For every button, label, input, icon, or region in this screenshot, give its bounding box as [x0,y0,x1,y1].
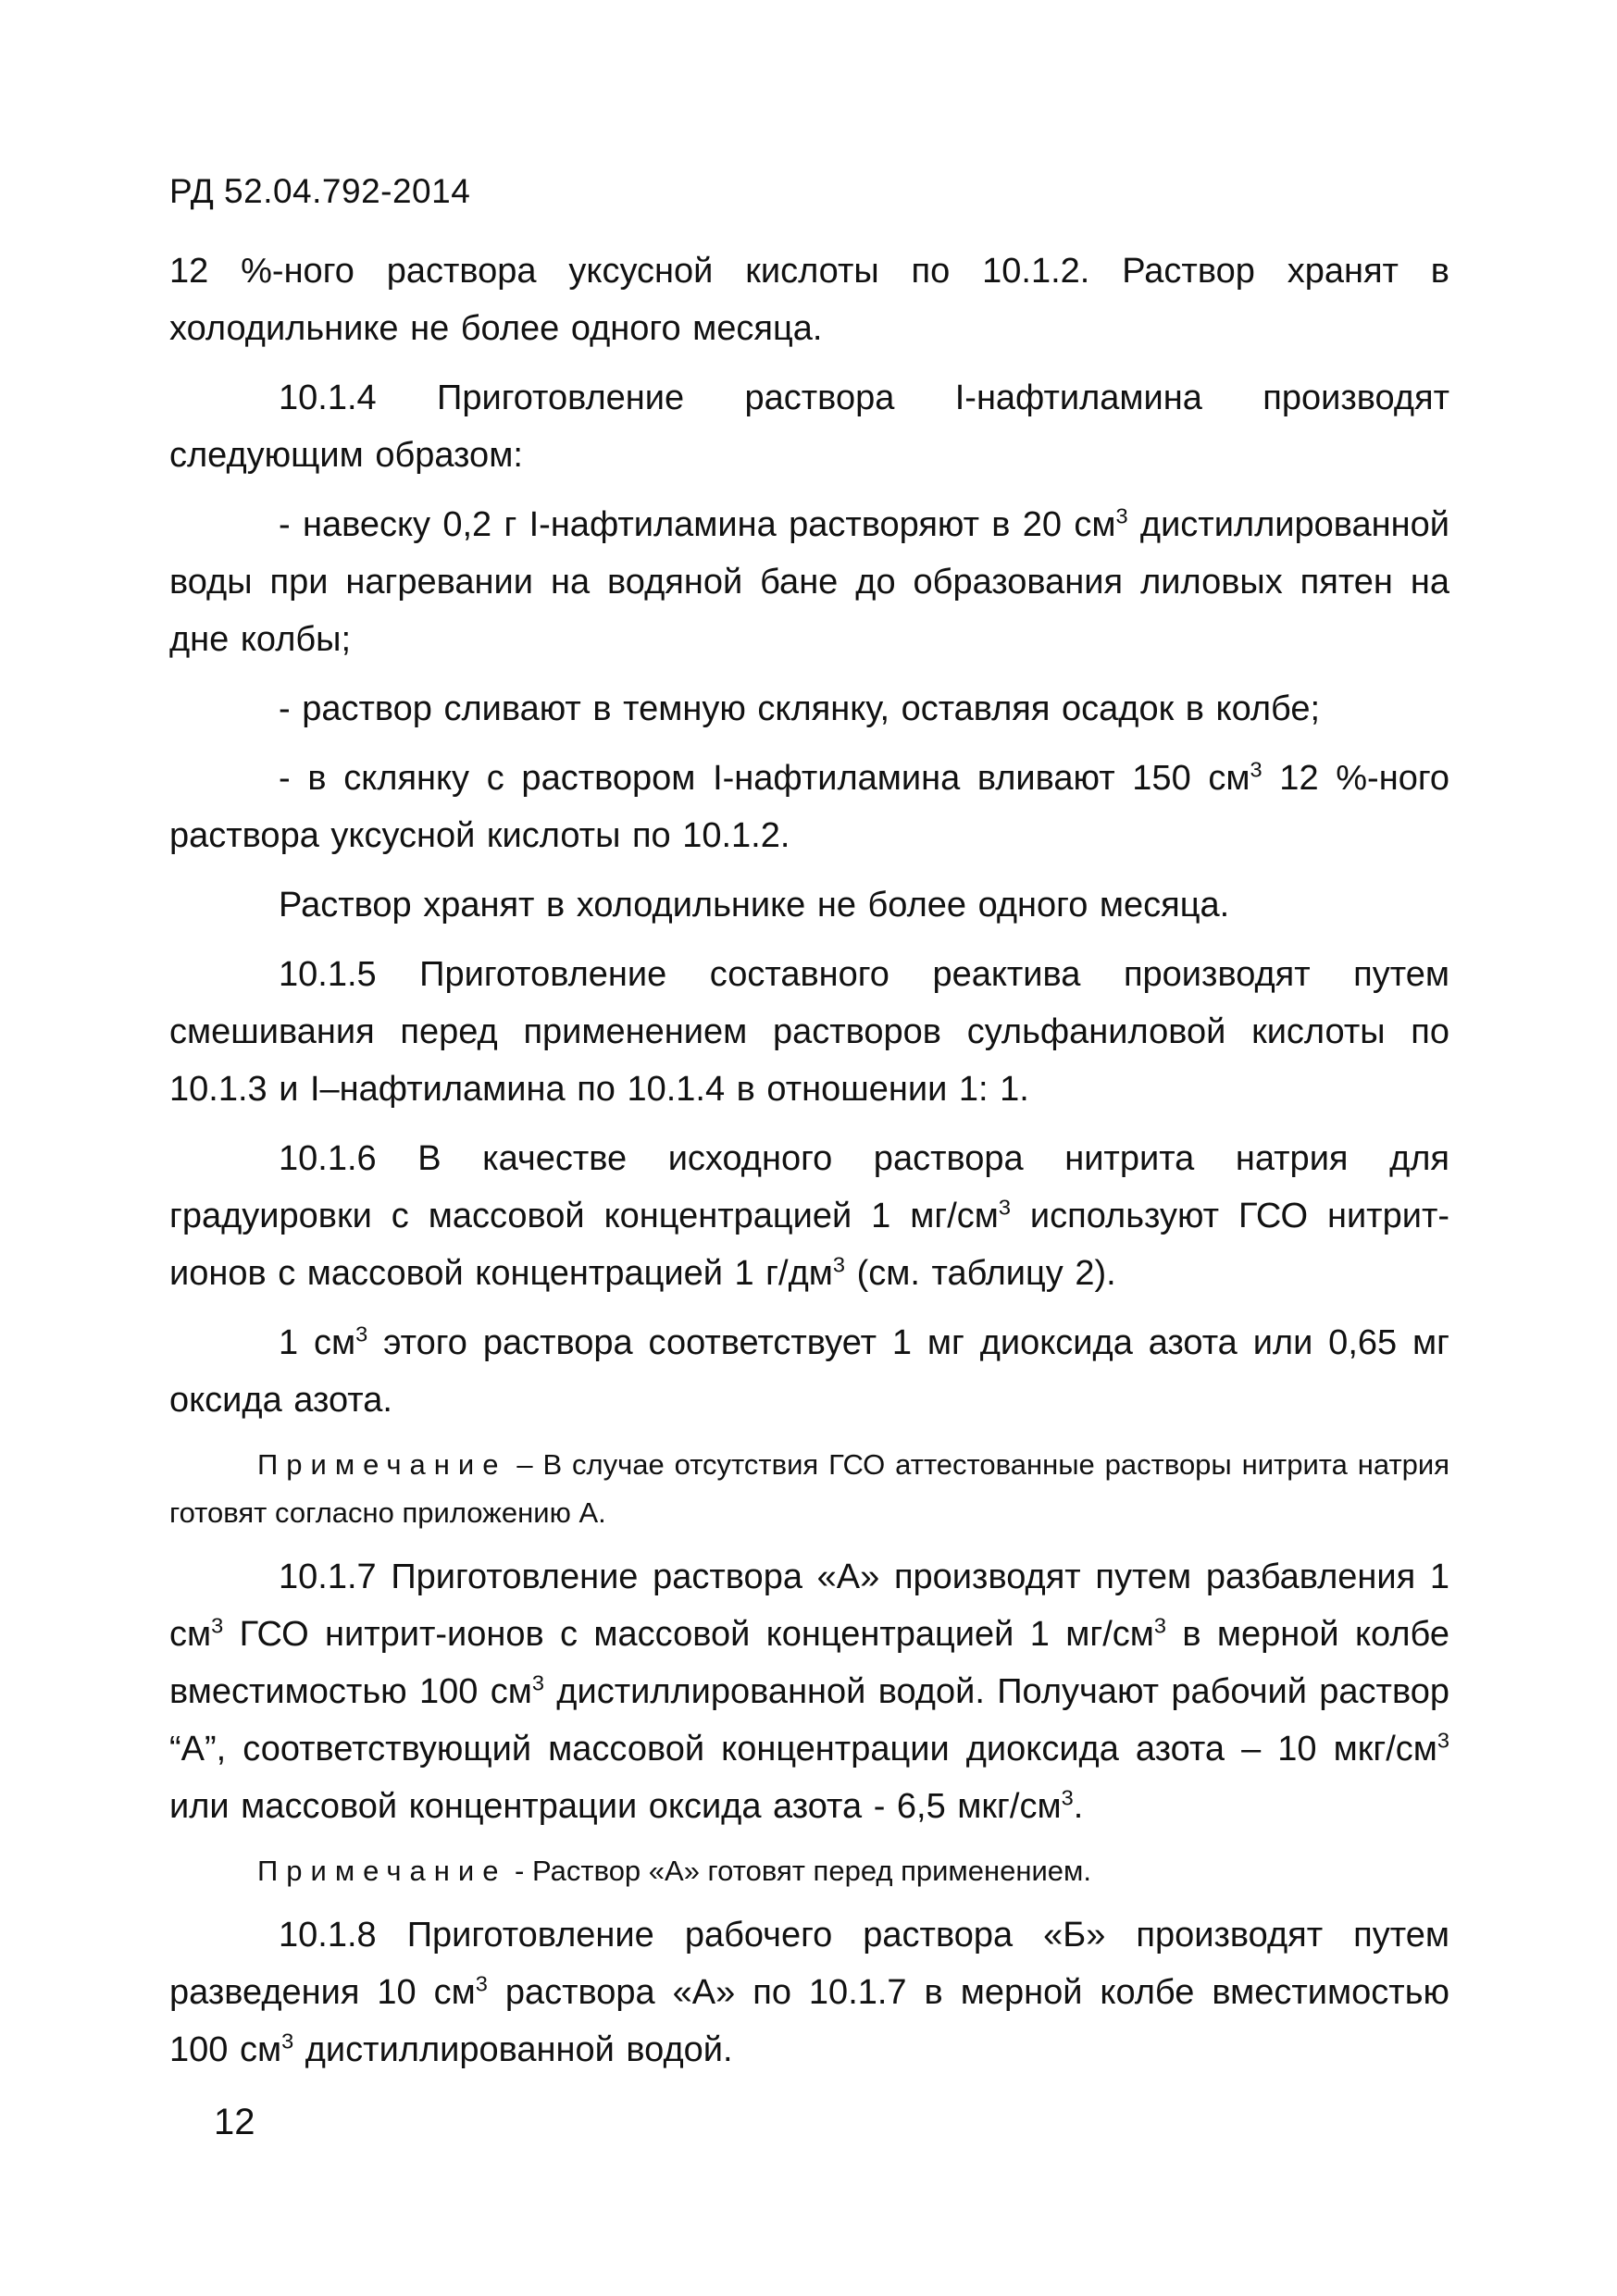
superscript: 3 [1250,757,1263,782]
superscript: 3 [211,1613,224,1638]
text-span: - в склянку с раствором I-нафтиламина вливают 150 см [279,759,1250,798]
note-gso-absence [169,1441,1449,1537]
superscript: 3 [832,1252,846,1277]
note-text: - Раствор «А» готовят перед применением. [506,1855,1091,1887]
text-span: 10.1.6 В качестве исходного раствора нитрита натрия для градуировки с массовой концентрацией 1 мг/см [169,1139,1449,1235]
note-label: Примечание [257,1448,507,1481]
text-span: дистиллированной водой. Получают рабочий раствор “А”, соответствующий массовой концентрации диоксида азота – 10 мкг/см [169,1672,1449,1769]
text-span: 12 %-ного раствора уксусной кислоты по 10.1.2. [169,759,1449,855]
superscript: 3 [1061,1785,1074,1810]
text-span: дистиллированной водой. [293,2030,733,2069]
text-span: или массовой концентрации оксида азота - 6,5 мкг/см [169,1787,1062,1826]
superscript: 3 [355,1322,368,1347]
text-span: (см. таблицу 2). [845,1254,1116,1293]
paragraph-10-1-7 [169,1548,1449,1835]
paragraph-10-1-8 [169,1906,1449,2079]
text-span: 1 см [279,1323,356,1362]
text-span: раствора «А» по 10.1.7 в мерной колбе вместимостью 100 см [169,1973,1449,2069]
text-span: 10.1.7 Приготовление раствора «А» производят путем разбавления 1 см [169,1558,1449,1654]
superscript: 3 [531,1670,544,1695]
superscript: 3 [998,1195,1011,1220]
text-span: 10.1.8 Приготовление рабочего раствора «Б» производят путем разведения 10 см [169,1916,1449,2012]
text-span: . [1073,1787,1084,1826]
superscript: 3 [1153,1613,1166,1638]
document-body [169,242,1449,2091]
paragraph-10-1-5: 10.1.5 Приготовление составного реактива производят путем смешивания перед применением растворов сульфаниловой кислоты по 10.1.3 и I–нафтиламина по 10.1.4 в отношении 1: 1. [169,955,1449,1109]
paragraph-10-1-4: 10.1.4 Приготовление раствора I-нафтиламина производят следующим образом: [169,379,1449,475]
paragraph-equivalence [169,1314,1449,1429]
paragraph-decant-step: - раствор сливают в темную склянку, оставляя осадок в колбе; [279,689,1321,728]
paragraph-acetic-acid-storage: 12 %-ного раствора уксусной кислоты по 10.1.2. Раствор хранят в холодильнике не более одного месяца. [169,252,1449,348]
superscript: 3 [1437,1728,1449,1753]
text-span: дистиллированной воды при нагревании на водяной бане до образования лиловых пятен на дне колбы; [169,505,1449,659]
note-solution-a [169,1847,1449,1895]
paragraph-weighing-step [169,496,1449,668]
note-text: – В случае отсутствия ГСО аттестованные растворы нитрита натрия готовят согласно приложению А. [169,1448,1449,1529]
paragraph-storage-note: Раствор хранят в холодильнике не более одного месяца. [279,886,1230,925]
document-code-header: РД 52.04.792-2014 [169,172,471,210]
superscript: 3 [281,2029,294,2054]
text-span: ГСО нитрит-ионов с массовой концентрацией 1 мг/см [223,1615,1154,1654]
paragraph-add-acid-step [169,750,1449,864]
superscript: 3 [1115,503,1128,528]
note-label: Примечание [257,1855,507,1887]
page-number: 12 [214,2102,255,2142]
text-span: этого раствора соответствует 1 мг диоксида азота или 0,65 мг оксида азота. [169,1323,1449,1420]
superscript: 3 [475,1971,488,1996]
paragraph-10-1-6 [169,1130,1449,1302]
text-span: в мерной колбе вместимостью 100 см [169,1615,1449,1711]
text-span: - навеску 0,2 г I-нафтиламина растворяют в 20 см [279,505,1116,544]
text-span: используют ГСО нитрит-ионов с массовой концентрацией 1 г/дм [169,1197,1450,1293]
